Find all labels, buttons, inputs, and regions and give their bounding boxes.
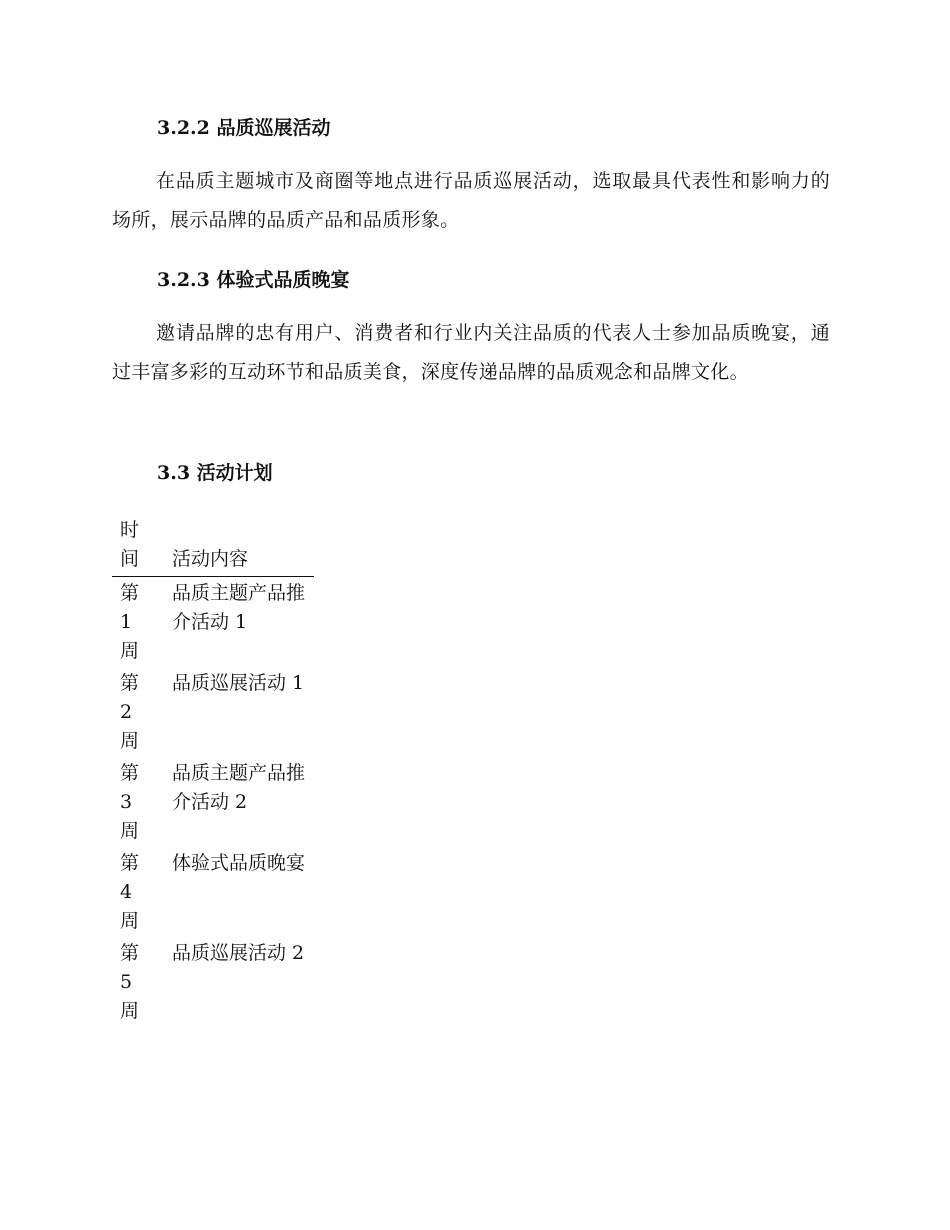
- table-row: [112, 757, 314, 847]
- heading-3-2-2: 3.2.2 品质巡展活动: [157, 117, 331, 139]
- header-activity: 活动内容: [172, 548, 249, 570]
- cell-time: 第2周: [120, 672, 140, 752]
- cell-time: 第5周: [120, 942, 140, 1022]
- header-time: 时间: [120, 519, 140, 570]
- table-row: [112, 667, 314, 757]
- table-row: [112, 937, 314, 1027]
- cell-time: 第1周: [120, 582, 140, 662]
- cell-activity: 品质巡展活动 2: [172, 942, 305, 964]
- cell-activity: 品质主题产品推介活动 1: [172, 582, 306, 633]
- schedule-table: [112, 514, 314, 1027]
- paragraph-3-2-2: 在品质主题城市及商圈等地点进行品质巡展活动，选取最具代表性和影响力的场所，展示品牌的品质产品和品质形象。: [112, 170, 830, 231]
- heading-3-2-3: 3.2.3 体验式品质晚宴: [157, 269, 350, 291]
- cell-activity: 体验式品质晚宴: [172, 852, 306, 874]
- table-row: [112, 577, 314, 667]
- cell-activity: 品质巡展活动 1: [172, 672, 305, 694]
- heading-3-3: 3.3 活动计划: [157, 462, 273, 484]
- table-row: [112, 847, 314, 937]
- cell-activity: 品质主题产品推介活动 2: [172, 762, 306, 813]
- cell-time: 第4周: [120, 852, 140, 932]
- table-header-row: [112, 514, 314, 577]
- paragraph-3-2-3: 邀请品牌的忠有用户、消费者和行业内关注品质的代表人士参加品质晚宴，通过丰富多彩的互动环节和品质美食，深度传递品牌的品质观念和品牌文化。: [112, 322, 830, 383]
- cell-time: 第3周: [120, 762, 140, 842]
